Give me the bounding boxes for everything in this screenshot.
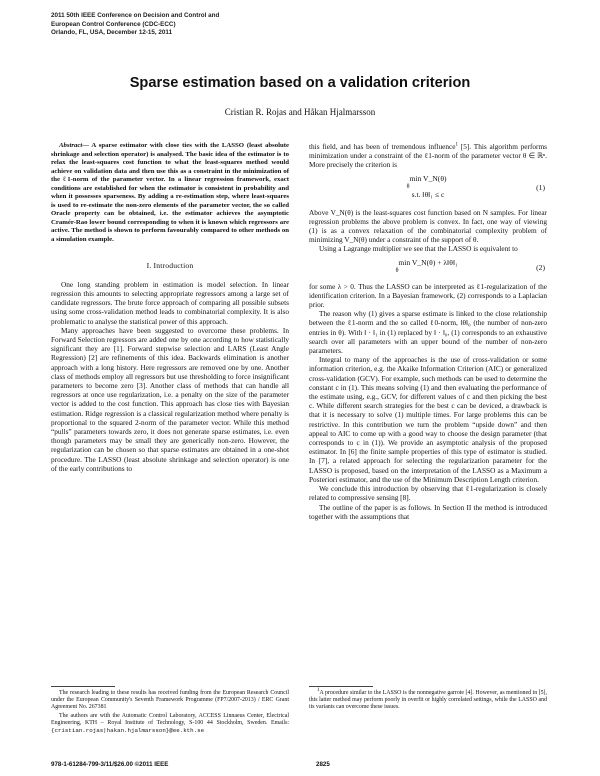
affiliation-footnote (51, 713, 289, 736)
abstract-text: — A sparse estimator with close ties with the LASSO (least absolute shrinkage and selection operator) is analysed. The basic idea of the estimator is to relax the least-squares cost function to what the least-squares method would achieve on validation data and then use this as a constraint in the minimization of the ℓ1-norm of the parameter vector. In a linear regression framework, exact conditions are established for when the estimator is consistent in probability and when it possesses sparseness. By adding a re-estimation step, where least-squares is used to re-estimate the non-zero elements of the parameter vector, the so called Oracle property can be obtained, i.e. the estimator achieves the asymptotic Cramér-Rao lower bound corresponding to when it is known which regressors are active. The method is shown to perform favourably compared to other methods on a simulation example. (51, 142, 289, 244)
intro-paragraph-1: One long standing problem in estimation is model selection. In linear regression this amounts to selecting appropriate regressors among a large set of candidate regressors. The brute force approach of comparing all possible subsets using some cross-validation method leads to combinatorial complexity. It is also problematic to analyse the statistical power of this approach. (51, 279, 289, 326)
footnote-rule (309, 686, 373, 687)
page-number: 2825 (316, 761, 330, 768)
abstract (51, 142, 289, 245)
left-footnotes (51, 686, 289, 736)
right-footnotes (309, 686, 547, 713)
isbn-footer: 978-1-61284-799-3/11/$26.00 ©2011 IEEE (51, 761, 169, 768)
para-text: [5]. This algorithm performs minimization under a constraint of the ℓ1-norm of the parameter vector θ ∈ ℝⁿ. More precisely the criterion is (309, 142, 547, 170)
intro-paragraph-5: Using a Lagrange multiplier we see that the LASSO is equivalent to (319, 244, 518, 254)
equation-1 (309, 174, 547, 204)
footnote-mark: 1 (317, 688, 320, 694)
intro-paragraph-9: We conclude this introduction by observing that ℓ1-regularization is closely related to compressive sensing [8]. (309, 484, 547, 503)
conference-header (51, 12, 281, 38)
conference-line: Orlando, FL, USA, December 12-15, 2011 (51, 29, 173, 37)
footnote-1 (309, 690, 547, 712)
intro-paragraph-4: Above V_N(θ) is the least-squares cost function based on N samples. For linear regression problems the above problem is convex. In fact, one way of viewing (1) is as a convex relaxation of the combinatorial complexity problem of minimizing V_N(θ) under a constraint of the support of θ. (309, 207, 547, 245)
paper-title: Sparse estimation based on a validation criterion (129, 75, 471, 91)
equation-line: s.t. ‖θ‖₁ ≤ c (411, 189, 445, 199)
equation-number: (2) (536, 262, 545, 272)
author-emails: {cristian.rojas|hakan.hjalmarsson}@ee.kth.se (51, 727, 205, 735)
equation-number: (1) (536, 182, 545, 192)
footnote-rule (51, 686, 115, 687)
right-column (309, 142, 547, 521)
intro-paragraph-2: Many approaches have been suggested to overcome these problems. In Forward Selection regressors are added one by one according to how statistically significant they are [1]. Forward stepwise selection and LARS (Least Angle Regression) [2] are refinements of this idea. Backwards elimination is another approach with a long history. Here regressors are removed one by one. Another class of methods employ all regressors but use thresholding to force insignificant parameters to become zero [3]. Another class of methods that can handle all regressors at once use regularization, i.e. a penalty on the size of the parameter vector is added to the cost function. This approach has close ties with Bayesian estimation. Ridge regression is a classical regularization method where penalty is proportional to the squared 2-norm of the parameter vector. While this method “pulls” parameters towards zero, it does not generate sparse estimates, i.e. even though parameters may be small they are generically non-zero. However, the regularization can be chosen so that sparse estimates are obtained in a one-shot procedure. The LASSO (least absolute shrinkage and selection operator) is one of the early contributions to (51, 325, 289, 473)
funding-footnote: The research leading to these results has received funding from the European Research Council under the European Community's Seventh Framework Programme (FP7/2007-2013) / ERC Grant Agreement No. 267381 (51, 690, 289, 711)
equation-line: min V_N(θ) (409, 173, 447, 183)
left-column (51, 142, 289, 473)
section-heading: I. Introduction (146, 260, 194, 270)
footnote-mark: 1 (455, 142, 458, 148)
footnote-text: A procedure similar to the LASSO is the nonnegative garrote [4]. However, as mentioned in [5], this latter method may perform poorly in overfit or highly correlated settings, while the LASSO and its variants can overcome these issues. (309, 690, 547, 711)
intro-paragraph-7: The reason why (1) gives a sparse estimate is linked to the close relationship between the ℓ1-norm and the so called ℓ0-norm, ‖θ‖₀ (the number of non-zero entries in θ). With ‖ · ‖₁ in (1) replaced by ‖ · ‖₀, (1) corresponds to an exhaustive search over all parameters with an upper bound of the number of non-zero parameters. (309, 309, 547, 356)
equation-line: min V_N(θ) + λ‖θ‖₁ (398, 257, 458, 267)
equation-subscript: θ (406, 183, 410, 190)
abstract-lead: Abstract (59, 142, 83, 149)
affiliation-text: The authors are with the Automatic Control Laboratory, ACCESS Linnaeus Center, Electrical Engineering, KTH – Royal Institute of Technology, S-100 44 Stockholm, Sweden. Emails: (51, 712, 289, 726)
intro-paragraph-8: Integral to many of the approaches is the use of cross-validation or some information criterion, e.g. the Akaike Information Criterion (AIC) or generalized cross-validation (GCV). For example, such methods can be used to determine the constant c in (1). This means solving (1) and then evaluating the performance of the estimate using, e.g., GCV, for different values of c and then picking the best c. While different search strategies for the best c can be deviced, a drawback is that it is necessary to solve (1) multiple times. For large problems this can be restrictive. In this contribution we turn the problem “upside down” and then appeal to AIC to come up with a good way to choose the design parameter (that corresponds to c in (1)). We provide an asymptotic analysis of the proposed estimator. In [6] the finite sample properties of this type of estimator is studied. In [7], a related approach for selecting the regularization parameter for the LASSO is proposed, based on the interpretation of the LASSO as a Maximum a Posteriori estimator, and the use of the Minimum Description Length criterion. (309, 355, 547, 484)
equation-subscript: θ (395, 267, 399, 274)
intro-paragraph-10: The outline of the paper is as follows. In Section II the method is introduced together with the assumptions that (309, 502, 547, 521)
equation-2 (309, 258, 547, 278)
conference-line: 2011 50th IEEE Conference on Decision and Control and (51, 12, 220, 19)
para-text: this field, and has been of tremendous influence (309, 142, 456, 151)
conference-line: European Control Conference (CDC-ECC) (51, 20, 176, 28)
intro-paragraph-6: for some λ > 0. Thus the LASSO can be interpreted as ℓ1-regularization of the identification criterion. In a Bayesian framework, (2) corresponds to a Laplacian prior. (309, 281, 547, 310)
intro-paragraph-3 (309, 142, 547, 170)
paper-authors: Cristian R. Rojas and Håkan Hjalmarsson (224, 107, 376, 117)
